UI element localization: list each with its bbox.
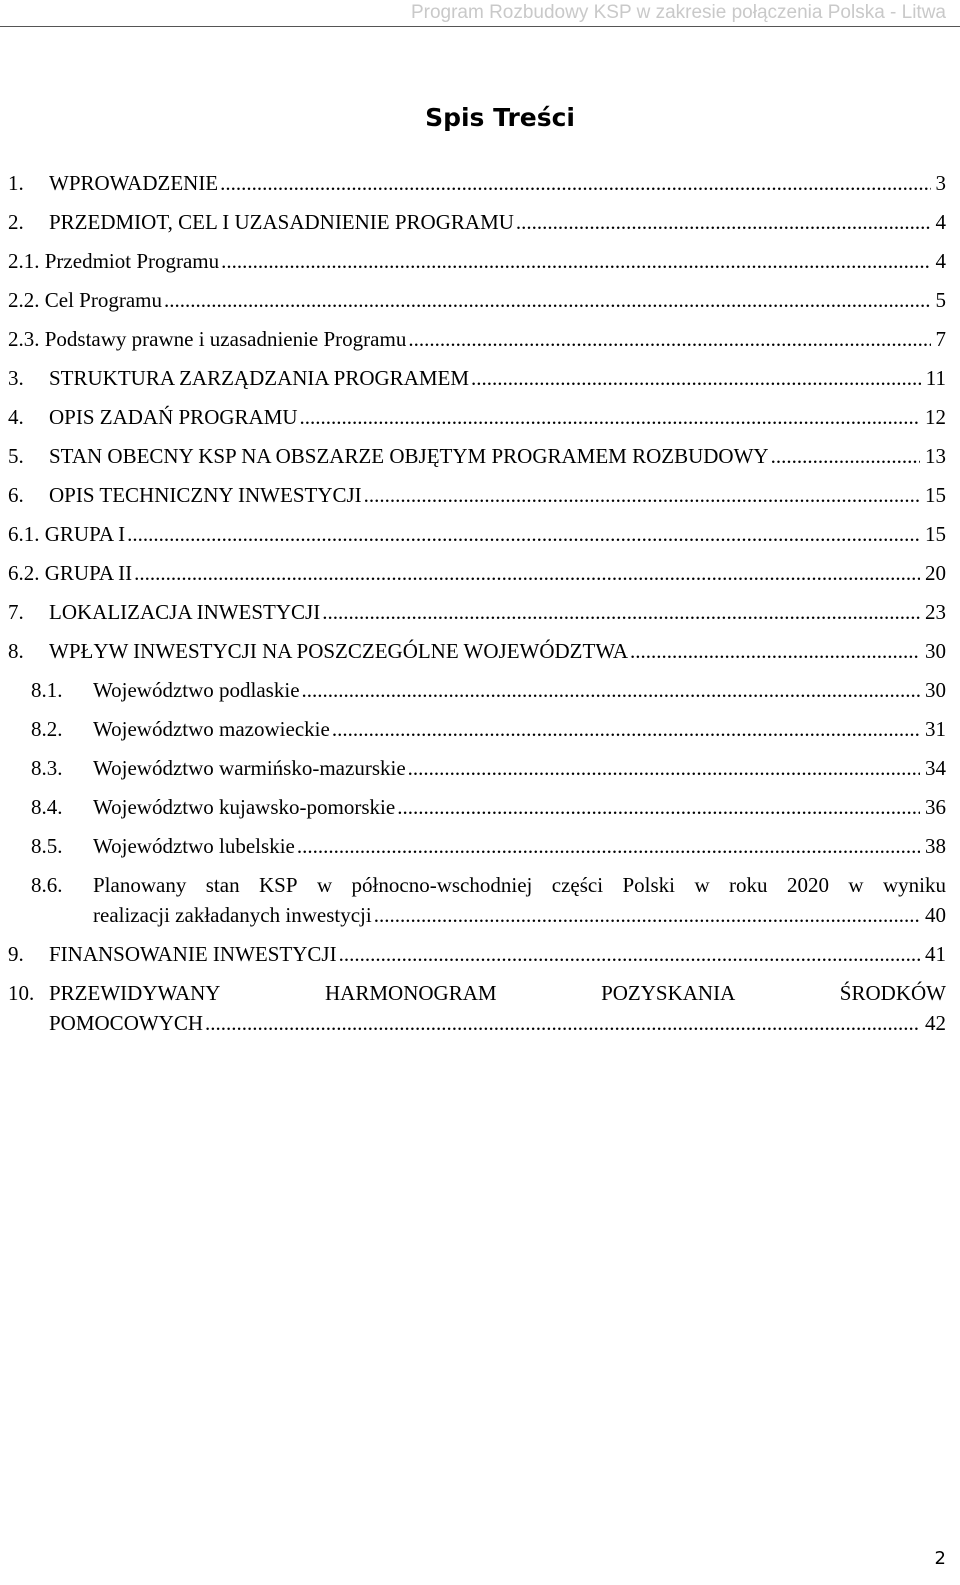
- toc-leader-dots: [220, 170, 930, 196]
- toc-entry-label-line1: [93, 872, 946, 898]
- toc-entry-label: Województwo lubelskie: [93, 834, 295, 858]
- toc-entry[interactable]: [31, 716, 946, 742]
- toc-entry-label: 2.2. Cel Programu: [8, 288, 162, 312]
- toc-entry-page: 40: [925, 903, 946, 927]
- toc-entry[interactable]: [31, 794, 946, 820]
- toc-leader-dots: [339, 941, 920, 967]
- toc-entry-page: 12: [925, 405, 946, 429]
- toc-word: ŚRODKÓW: [839, 981, 946, 1005]
- toc-entry-page: 11: [925, 366, 946, 390]
- toc-entry-label: POMOCOWYCH: [49, 1011, 204, 1035]
- toc-leader-dots: [164, 287, 931, 313]
- toc-entry[interactable]: [8, 482, 946, 508]
- toc-entry-label-line1: [49, 980, 946, 1006]
- toc-entry[interactable]: [8, 209, 946, 235]
- toc-word: wyniku: [882, 873, 946, 897]
- toc-entry-number: 2.: [8, 210, 24, 234]
- toc-leader-dots: [364, 482, 920, 508]
- toc-entry-number: 8.5.: [31, 834, 63, 858]
- toc-entry-number: 7.: [8, 600, 24, 624]
- toc-entry-page: 5: [935, 288, 946, 312]
- toc-entry-label: Województwo podlaskie: [93, 678, 300, 702]
- toc-entry-page: 15: [925, 483, 946, 507]
- toc-entry[interactable]: [8, 599, 946, 625]
- toc-leader-dots: [332, 716, 920, 742]
- toc-entry-number: 8.4.: [31, 795, 63, 819]
- toc-entry[interactable]: [8, 638, 946, 664]
- toc-entry-label: WPROWADZENIE: [49, 171, 219, 195]
- toc-word: 2020: [786, 873, 829, 897]
- toc-entry-number: 1.: [8, 171, 24, 195]
- toc-word: Planowany: [93, 873, 187, 897]
- toc-entry-page: 13: [925, 444, 946, 468]
- toc-entry-number: 9.: [8, 942, 24, 966]
- toc-entry-label: 6.2. GRUPA II: [8, 561, 133, 585]
- toc-leader-dots: [300, 404, 920, 430]
- toc-entry-page: 4: [935, 210, 946, 234]
- toc-entry-label: 6.1. GRUPA I: [8, 522, 126, 546]
- toc-entry-label: STRUKTURA ZARZĄDZANIA PROGRAMEM: [49, 366, 470, 390]
- page-number: 2: [934, 1548, 946, 1569]
- toc-word: północno-wschodniej: [351, 873, 533, 897]
- toc-entry-number: 8.: [8, 639, 24, 663]
- toc-entry-label: Województwo warmińsko-mazurskie: [93, 756, 406, 780]
- toc-entry-page: 34: [925, 756, 946, 780]
- toc-leader-dots: [630, 638, 920, 664]
- toc-entry[interactable]: [8, 941, 946, 967]
- toc-leader-dots: [397, 794, 920, 820]
- toc-entry[interactable]: [31, 677, 946, 703]
- toc-entry-page: 30: [925, 639, 946, 663]
- toc-word: w: [848, 873, 864, 897]
- toc-entry-page: 41: [925, 942, 946, 966]
- toc-entry-label: Województwo kujawsko-pomorskie: [93, 795, 396, 819]
- toc-leader-dots: [322, 599, 920, 625]
- toc-entry-page: 36: [925, 795, 946, 819]
- toc-word: roku: [729, 873, 768, 897]
- toc-entry-label: PRZEDMIOT, CEL I UZASADNIENIE PROGRAMU: [49, 210, 514, 234]
- toc-entry-label: FINANSOWANIE INWESTYCJI: [49, 942, 337, 966]
- toc-entry-page: 15: [925, 522, 946, 546]
- toc-word: KSP: [259, 873, 298, 897]
- toc-entry-number: 10.: [8, 981, 35, 1005]
- toc-leader-dots: [134, 560, 920, 586]
- toc-leader-dots: [127, 521, 920, 547]
- running-header: Program Rozbudowy KSP w zakresie połączenia Polska - Litwa: [0, 0, 960, 27]
- toc-leader-dots: [297, 833, 920, 859]
- toc-entry-number: 8.6.: [31, 873, 63, 897]
- toc-entry[interactable]: [8, 521, 946, 547]
- toc-entry[interactable]: [8, 326, 946, 352]
- toc-leader-dots: [205, 1010, 920, 1036]
- toc-entry-page: 42: [925, 1011, 946, 1035]
- toc-entry[interactable]: [31, 833, 946, 859]
- toc-entry-label: LOKALIZACJA INWESTYCJI: [49, 600, 321, 624]
- toc-entry-label: OPIS TECHNICZNY INWESTYCJI: [49, 483, 362, 507]
- toc-word: HARMONOGRAM: [325, 981, 497, 1005]
- toc-entry[interactable]: [8, 248, 946, 274]
- toc-leader-dots: [516, 209, 931, 235]
- toc-entry[interactable]: [8, 170, 946, 196]
- toc-entry-page: 31: [925, 717, 946, 741]
- toc-entry-label-line2: [49, 1010, 946, 1036]
- toc-entry-number: 8.3.: [31, 756, 63, 780]
- toc-entry-number: 8.1.: [31, 678, 63, 702]
- toc-entry[interactable]: [8, 443, 946, 469]
- toc-entry-label: STAN OBECNY KSP NA OBSZARZE OBJĘTYM PROGRAMEM ROZBUDOWY: [49, 444, 769, 468]
- toc-entry-number: 3.: [8, 366, 24, 390]
- toc-entry-label-line2: [93, 902, 946, 928]
- toc-entry-page: 20: [925, 561, 946, 585]
- toc-word: Polski: [622, 873, 676, 897]
- toc-leader-dots: [374, 902, 920, 928]
- toc-entry-page: 7: [935, 327, 946, 351]
- toc-entry-label: 2.1. Przedmiot Programu: [8, 249, 220, 273]
- toc-leader-dots: [302, 677, 920, 703]
- toc-entry[interactable]: [31, 755, 946, 781]
- toc-entry[interactable]: [8, 365, 946, 391]
- toc-entry-number: 6.: [8, 483, 24, 507]
- toc-word: w: [694, 873, 710, 897]
- toc-word: PRZEWIDYWANY: [49, 981, 221, 1005]
- toc-entry-label: Województwo mazowieckie: [93, 717, 330, 741]
- toc-word: części: [551, 873, 604, 897]
- toc-entry-page: 38: [925, 834, 946, 858]
- toc-entry-number: 8.2.: [31, 717, 63, 741]
- page-title: Spis Treści: [425, 103, 575, 132]
- toc-entry-label: WPŁYW INWESTYCJI NA POSZCZEGÓLNE WOJEWÓDZTWA: [49, 639, 628, 663]
- toc-entry-label: realizacji zakładanych inwestycji: [93, 903, 372, 927]
- toc-leader-dots: [408, 755, 920, 781]
- toc-entry-page: 4: [935, 249, 946, 273]
- toc-leader-dots: [408, 326, 930, 352]
- toc-entry-label: OPIS ZADAŃ PROGRAMU: [49, 405, 298, 429]
- toc-entry-page: 23: [925, 600, 946, 624]
- toc-entry-label: 2.3. Podstawy prawne i uzasadnienie Programu: [8, 327, 407, 351]
- toc-entry[interactable]: [8, 560, 946, 586]
- toc-word: POZYSKANIA: [601, 981, 736, 1005]
- toc-entry-page: 3: [935, 171, 946, 195]
- toc-word: stan: [205, 873, 240, 897]
- toc-leader-dots: [771, 443, 920, 469]
- toc-leader-dots: [471, 365, 921, 391]
- toc-entry-number: 5.: [8, 444, 24, 468]
- toc-entry-number: 4.: [8, 405, 24, 429]
- toc-word: w: [316, 873, 333, 897]
- toc-entry-page: 30: [925, 678, 946, 702]
- toc-entry[interactable]: [8, 404, 946, 430]
- toc-leader-dots: [221, 248, 930, 274]
- toc-entry[interactable]: [8, 287, 946, 313]
